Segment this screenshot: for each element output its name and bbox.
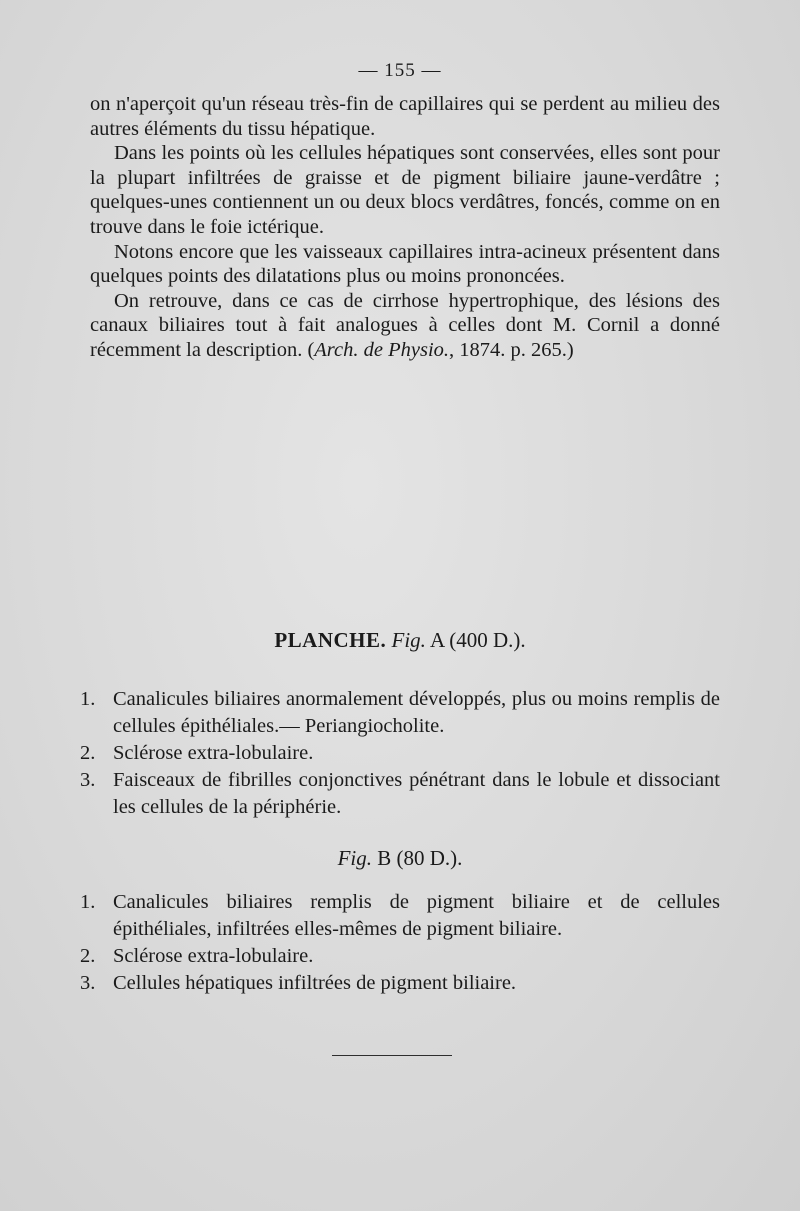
fig-a-legend xyxy=(80,686,720,821)
item-text: Sclérose extra-lobulaire. xyxy=(113,742,314,764)
page-number-header: — 155 — xyxy=(358,60,442,81)
item-text: Canalicules biliaires remplis de pigment biliaire et de cellules épithéliales, infiltrées elles-mêmes de pigment biliaire. xyxy=(113,891,720,940)
closing-rule xyxy=(332,1055,452,1056)
item-text: Faisceaux de fibrilles conjonctives pénétrant dans le lobule et dissociant les cellules de la périphérie. xyxy=(113,769,720,818)
list-item xyxy=(80,767,720,821)
item-number: 2. xyxy=(80,742,96,764)
body-text xyxy=(90,92,720,363)
item-text: Cellules hépatiques infiltrées de pigment biliaire. xyxy=(113,972,517,994)
list-item xyxy=(80,686,720,740)
planche-heading xyxy=(0,628,800,653)
list-item xyxy=(80,889,720,943)
list-item xyxy=(80,740,720,767)
item-text: Canalicules biliaires anormalement développés, plus ou moins remplis de cellules épithéliales.— Periangiocholite. xyxy=(113,688,720,737)
item-text: Sclérose extra-lobulaire. xyxy=(113,945,314,967)
item-number: 2. xyxy=(80,945,96,967)
list-item xyxy=(80,943,720,970)
fig-b-legend xyxy=(80,889,720,997)
paragraph-2: Dans les points où les cellules hépatiques sont conservées, elles sont pour la plupart infiltrées de graisse et de pigment biliaire jaune-verdâtre ; quelques-unes contiennent un ou deux blocs verdâtres, foncés, comme on en trouve dans le foie ictérique. xyxy=(90,142,720,238)
fig-a-caption: A (400 D.). xyxy=(425,628,526,652)
fig-b-caption: B (80 D.). xyxy=(372,846,463,870)
fig-b-label: Fig. xyxy=(337,846,372,870)
item-number: 3. xyxy=(80,972,96,994)
planche-label: PLANCHE. xyxy=(274,628,387,652)
paragraph-3: Notons encore que les vaisseaux capillaires intra-acineux présentent dans quelques points des dilatations plus ou moins prononcées. xyxy=(90,240,720,288)
item-number: 1. xyxy=(80,891,96,913)
reference-details: , 1874. p. 265.) xyxy=(449,338,574,361)
item-number: 3. xyxy=(80,769,96,791)
paragraph-4-main: On retrouve, dans ce cas de cirrhose hypertrophique, des lésions des canaux biliaires tout à fait analogues à celles dont M. Cornil a donné récemment la description. ( xyxy=(90,289,720,361)
fig-b-heading xyxy=(0,846,800,871)
paragraph-1: on n'aperçoit qu'un réseau très-fin de capillaires qui se perdent au milieu des autres éléments du tissu hépatique. xyxy=(90,93,720,140)
journal-reference: Arch. de Physio. xyxy=(314,338,450,361)
paragraph-4 xyxy=(90,289,720,363)
list-item xyxy=(80,970,720,997)
fig-a-label: Fig. xyxy=(391,628,426,652)
item-number: 1. xyxy=(80,688,96,710)
